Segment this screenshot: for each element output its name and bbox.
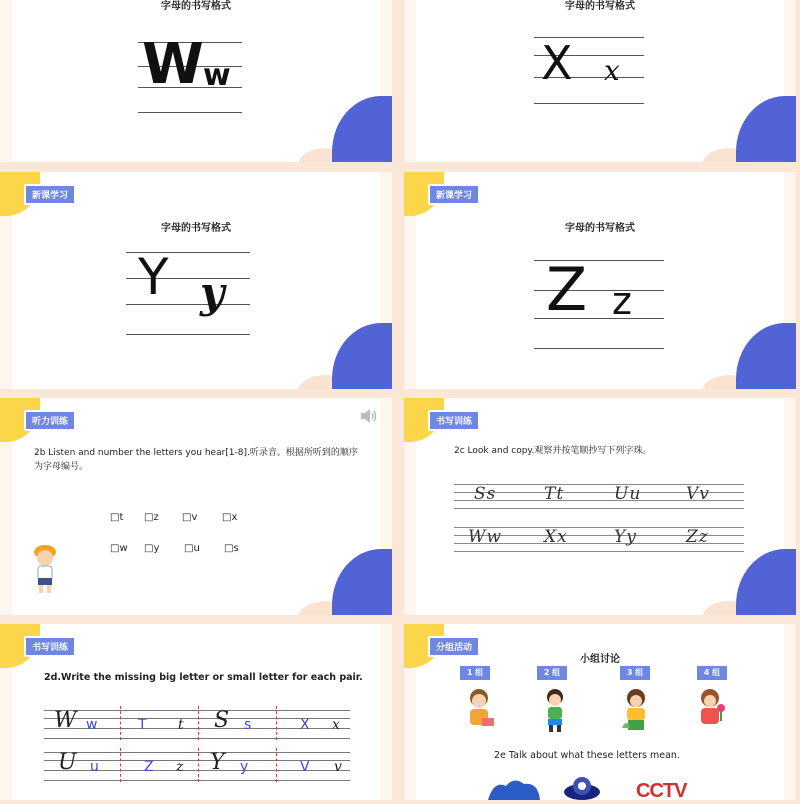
copy-pair: Yy	[614, 527, 637, 547]
cctv-logo: CCTV	[636, 780, 687, 802]
tag-listening: 听力训练	[24, 410, 76, 431]
option-checkbox[interactable]: □z	[144, 512, 159, 523]
given-big-letter: U	[58, 750, 77, 775]
copy-pair: Uu	[614, 484, 642, 504]
option-checkbox[interactable]: □s	[224, 543, 239, 554]
pair-row	[44, 706, 350, 740]
answer-small-letter: s	[244, 717, 252, 733]
letter-uppercase: X	[541, 36, 573, 90]
group-title: 小组讨论	[580, 654, 620, 665]
copy-pair: Xx	[544, 527, 568, 547]
letter-lowercase: z	[612, 279, 632, 323]
answer-small-letter: u	[90, 759, 99, 775]
boy-cartoon-icon	[30, 544, 60, 596]
group-label-3: 3 组	[620, 666, 650, 680]
copy-pair: Ww	[468, 527, 503, 547]
listening-instruction: 2b Listen and number the letters you hear[1-8].听录音。根据所听到的顺序为字母编号。	[34, 448, 358, 473]
space-logo-icon	[562, 774, 602, 800]
answer-small-letter: w	[86, 717, 98, 733]
pair-row	[44, 748, 350, 782]
slide-letter-x[interactable]	[404, 0, 796, 162]
boy-running-icon	[540, 688, 570, 734]
tag-writing: 书写训练	[24, 636, 76, 657]
tag-writing: 书写训练	[428, 410, 480, 431]
answer-big-letter: X	[300, 717, 310, 733]
copy-row	[454, 525, 744, 553]
answer-big-letter: Z	[144, 759, 154, 775]
letter-uppercase: W	[142, 32, 204, 97]
slide-title: 字母的书写格式	[161, 223, 231, 234]
slide-letter-w[interactable]	[0, 0, 392, 162]
girl-reading-icon	[618, 688, 654, 734]
group-label-4: 4 组	[697, 666, 727, 680]
copy-pair: Zz	[686, 527, 709, 547]
child-painting-icon	[462, 688, 496, 734]
option-checkbox[interactable]: □u	[184, 543, 200, 554]
copy-instruction: 2c Look and copy.观察并按笔顺抄写下列字珠。	[454, 446, 652, 456]
slide-letter-y[interactable]	[0, 172, 392, 389]
tag-group: 分组活动	[428, 636, 480, 657]
copy-pair: Ss	[474, 484, 497, 504]
slide-title: 字母的书写格式	[565, 1, 635, 12]
group-label-1: 1 组	[460, 666, 490, 680]
answer-small-letter: y	[240, 759, 249, 775]
slide-missing-letters[interactable]	[0, 624, 392, 800]
given-small-letter: t	[178, 717, 184, 733]
slide-copy[interactable]	[404, 398, 796, 615]
slide-title: 字母的书写格式	[161, 1, 231, 12]
letter-lowercase: x	[604, 54, 620, 87]
given-big-letter: W	[54, 708, 77, 733]
girl-holding-flower-icon	[692, 688, 728, 734]
group-label-2: 2 组	[537, 666, 567, 680]
letter-lowercase: w	[203, 58, 231, 93]
tag-new-lesson: 新课学习	[428, 184, 480, 205]
slide-letter-z[interactable]	[404, 172, 796, 389]
speaker-icon[interactable]	[360, 408, 378, 424]
option-checkbox[interactable]: □w	[110, 543, 128, 554]
given-small-letter: z	[176, 759, 184, 775]
option-checkbox[interactable]: □y	[144, 543, 160, 554]
tag-new-lesson: 新课学习	[24, 184, 76, 205]
answer-big-letter: V	[300, 759, 310, 775]
answer-big-letter: T	[138, 717, 147, 733]
option-checkbox[interactable]: □t	[110, 512, 124, 523]
letter-lowercase: y	[200, 268, 225, 317]
slide-title: 字母的书写格式	[565, 223, 635, 234]
given-small-letter: v	[334, 759, 342, 775]
group-prompt: 2e Talk about what these letters mean.	[494, 750, 680, 761]
copy-pair: Vv	[686, 484, 710, 504]
copy-row	[454, 482, 744, 510]
option-checkbox[interactable]: □x	[222, 512, 238, 523]
letter-uppercase: Y	[138, 248, 169, 306]
letter-uppercase: Z	[546, 255, 588, 325]
given-small-letter: x	[332, 717, 340, 733]
option-checkbox[interactable]: □v	[182, 512, 198, 523]
copy-pair: Tt	[544, 484, 565, 504]
blue-shape-logo	[484, 776, 544, 800]
given-big-letter: S	[214, 708, 230, 733]
missing-instruction: 2d.Write the missing big letter or small letter for each pair.	[44, 672, 363, 683]
slide-listening[interactable]	[0, 398, 392, 615]
given-big-letter: Y	[210, 750, 225, 775]
